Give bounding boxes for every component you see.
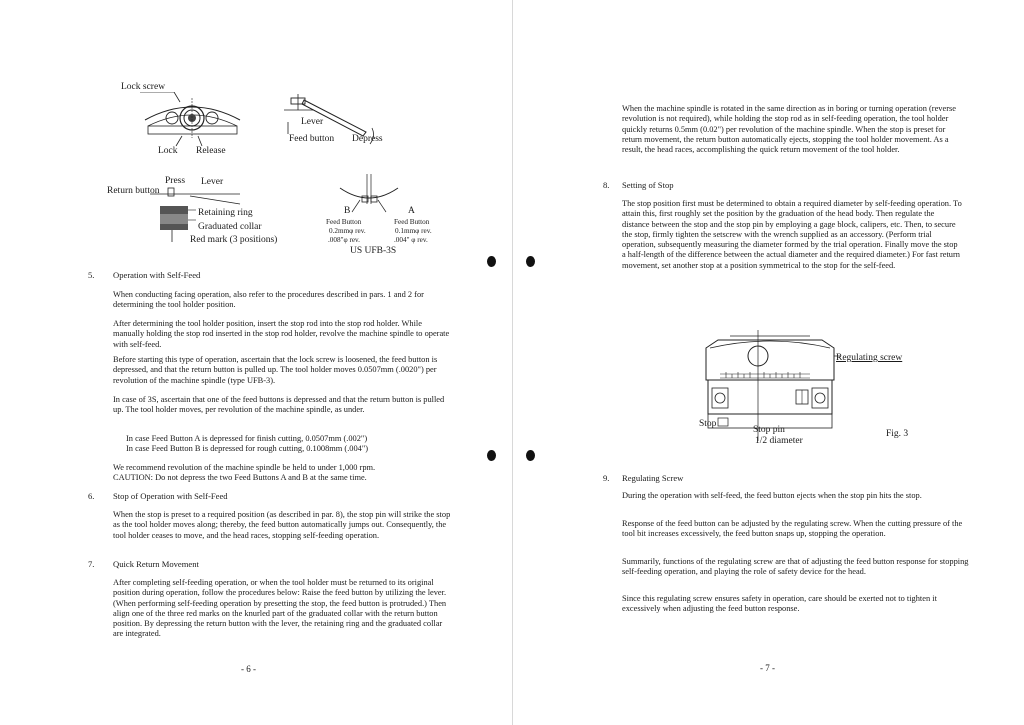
- section-7-para-1: After completing self-feeding operation, or when the tool holder must be returned to its original position during operation, follow the procedures below: Raise the feed button by utilizing the lever. (When performing self-feeding operation by presetting the stop, the feed button is protruded.) Then align one of the three red marks on the knurled part of the graduated collar with the return button position. By depressing the return button with the lever, the retaining ring and the graduated collar are integrated.: [113, 578, 447, 639]
- label-a: A: [408, 206, 415, 216]
- section-6-title: Stop of Operation with Self-Feed: [113, 491, 228, 501]
- section-7-number: 7.: [88, 559, 95, 569]
- lock-screw-diagram: [140, 92, 245, 150]
- section-9-number: 9.: [603, 473, 610, 483]
- label-stop: Stop: [699, 419, 717, 429]
- label-lever-mid: Lever: [201, 177, 224, 187]
- page-number-left: - 6 -: [241, 664, 256, 674]
- recommendation: We recommend revolution of the machine spindle be held to under 1,000 rpm.: [113, 463, 376, 472]
- section-7-title: Quick Return Movement: [113, 559, 199, 569]
- binder-hole-1: [487, 256, 496, 267]
- case-feed-button-b: In case Feed Button B is depressed for rough cutting, 0.1008mm (.004"): [126, 444, 369, 453]
- section-6-number: 6.: [88, 491, 95, 501]
- section-9-title: Regulating Screw: [622, 473, 684, 483]
- caution: CAUTION: Do not depress the two Feed Buttons A and B at the same time.: [113, 473, 367, 482]
- section-9-para-4: Since this regulating screw ensures safety in operation, care should be exerted not to tighten it excessively when adjusting the feed button response.: [622, 594, 937, 614]
- label-graduated-collar: Graduated collar: [198, 222, 262, 232]
- feed-a-metric: 0.1mmφ rev.: [395, 227, 432, 235]
- section-5-para-2: After determining the tool holder position, insert the stop rod into the stop rod holder. While manually holding the stop rod inserted in the stop rod holder, revolve the machine spindle to operate with self-feed.: [113, 319, 450, 349]
- label-half-diameter: 1/2 diameter: [755, 436, 803, 446]
- model-label: US UFB-3S: [350, 246, 397, 256]
- label-depress: Depress: [352, 134, 383, 144]
- label-feed-button: Feed button: [289, 134, 335, 144]
- figure-3-caption: Fig. 3: [886, 429, 909, 439]
- label-release: Release: [196, 146, 226, 156]
- label-b: B: [344, 206, 351, 216]
- page-number-right: - 7 -: [760, 663, 775, 673]
- case-feed-button-a: In case Feed Button A is depressed for finish cutting, 0.0507mm (.002"): [126, 434, 368, 443]
- section-9-para-3: Summarily, functions of the regulating screw are that of adjusting the feed button response for stopping self-feeding operation, and playing the role of safety device for the head.: [622, 557, 969, 577]
- label-press: Press: [165, 176, 186, 186]
- section-8-para-1: The stop position first must be determined to obtain a required diameter by self-feeding operation. To attain this, first roughly set the position by the graduation of the head body. Then regulate the distance between the stop and the stop pin by employing a gage block, calipers, etc. Then, to secure the stop, firmly tighten the setscrew with the wrench supplied as an accessory. (Perform trial operation, subsequently measuring the diameter formed by the trial operation. Finally move the stop a half-length of the difference between the actual diameter and the required diameter.) For fast return movement, set another stop at a position symmetrical to the stop for the self-feed.: [622, 199, 962, 270]
- label-lock: Lock: [158, 146, 178, 156]
- feed-button-a-label: Feed Button: [394, 218, 430, 226]
- section-5-para-1: When conducting facing operation, also refer to the procedures described in pars. 1 and 2 for determining the tool holder position.: [113, 290, 424, 310]
- label-regulating-screw: Regulating screw: [836, 353, 903, 363]
- right-page: [512, 0, 1024, 725]
- section-8-title: Setting of Stop: [622, 180, 674, 190]
- section-8-number: 8.: [603, 180, 610, 190]
- section-5-para-4: In case of 3S, ascertain that one of the feed buttons is depressed and that the return button is pulled up. The tool holder moves, per revolution of the machine spindle, as under.: [113, 395, 445, 415]
- label-lever: Lever: [301, 117, 324, 127]
- section-9-para-1: During the operation with self-feed, the feed button ejects when the stop pin hits the stop.: [622, 491, 922, 500]
- label-red-mark: Red mark (3 positions): [190, 235, 278, 245]
- intro-paragraph: When the machine spindle is rotated in the same direction as in boring or turning operation (reverse revolution is not required), while holding the stop rod as in self-feeding operation, the tool holder quickly returns 0.5mm (0.02") per revolution of the machine spindle. When the stop is preset for return movement, the return button automatically ejects, stopping the tool holder movement. As a result, the head races, accomplishing the quick return movement of the tool holder.: [622, 104, 956, 155]
- section-5-title: Operation with Self-Feed: [113, 270, 201, 280]
- feed-a-inch: .004" φ rev.: [394, 236, 428, 244]
- feed-b-metric: 0.2mmφ rev.: [329, 227, 366, 235]
- label-stop-pin: Stop pin: [753, 425, 785, 435]
- section-5-para-3: Before starting this type of operation, ascertain that the lock screw is loosened, the feed button is depressed, and that the return button is pulled up. The tool holder moves 0.0507mm (.0020") per revolution of the machine spindle (type UFB-3).: [113, 355, 438, 385]
- label-lock-screw: Lock screw: [121, 82, 166, 92]
- section-9-para-2: Response of the feed button can be adjusted by the regulating screw. When the cutting pressure of the tool bit increases excessively, the feed button snaps up, stopping the operation.: [622, 519, 963, 539]
- section-6-para-1: When the stop is preset to a required position (as described in par. 8), the stop pin will strike the stop as the tool holder moves along; thereby, the feed button automatically jumps out. Consequently, the tool holder ceases to move, and the head races, stopping self-feeding operation.: [113, 510, 451, 540]
- label-retaining-ring: Retaining ring: [198, 208, 253, 218]
- label-return-button: Return button: [107, 186, 160, 196]
- feed-button-b-label: Feed Button: [326, 218, 362, 226]
- feed-b-inch: .008"φ rev.: [328, 236, 360, 244]
- section-5-number: 5.: [88, 270, 95, 280]
- binder-hole-3: [487, 450, 496, 461]
